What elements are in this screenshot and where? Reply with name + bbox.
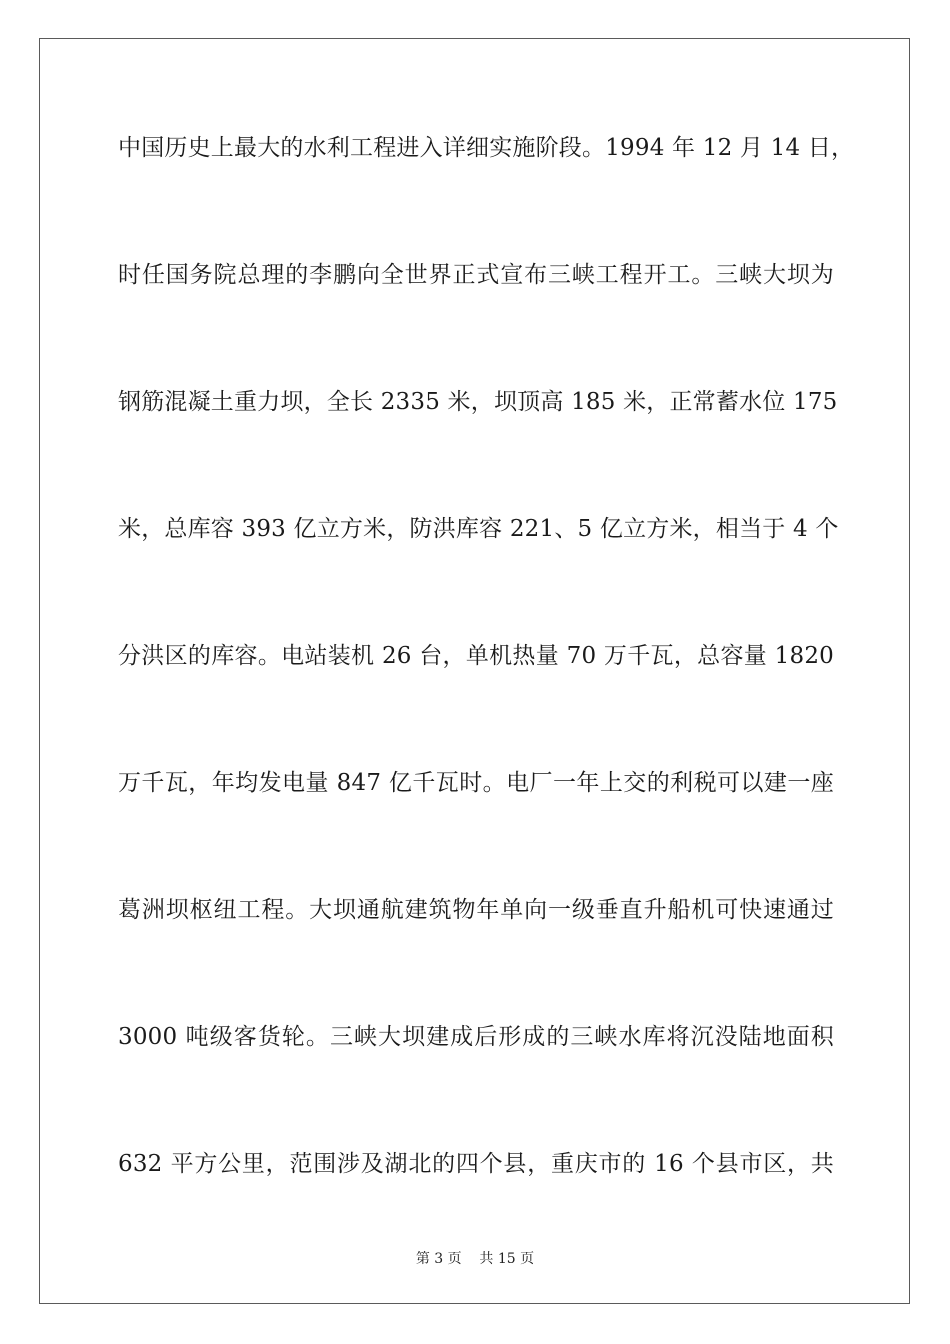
page-number-footer: 第 3 页 共 15 页	[415, 1251, 535, 1267]
text-line: 中国历史上最大的水利工程进入详细实施阶段。1994 年 12 月 14 日，	[118, 135, 855, 161]
text-line: 时任国务院总理的李鹏向全世界正式宣布三峡工程开工。三峡大坝为	[118, 262, 834, 288]
text-line: 分洪区的库容。电站装机 26 台，单机热量 70 万千瓦，总容量 1820	[118, 643, 834, 669]
text-line: 钢筋混凝土重力坝，全长 2335 米，坝顶高 185 米，正常蓄水位 175	[118, 389, 838, 415]
text-line: 3000 吨级客货轮。三峡大坝建成后形成的三峡水库将沉没陆地面积	[118, 1024, 834, 1050]
text-line: 葛洲坝枢纽工程。大坝通航建筑物年单向一级垂直升船机可快速通过	[118, 897, 834, 923]
document-body	[118, 128, 855, 1271]
text-line: 万千瓦，年均发电量 847 亿千瓦时。电厂一年上交的利税可以建一座	[118, 770, 834, 796]
text-line: 632 平方公里，范围涉及湖北的四个县，重庆市的 16 个县市区，共	[118, 1151, 834, 1177]
text-line: 米，总库容 393 亿立方米，防洪库容 221、5 亿立方米，相当于 4 个	[118, 516, 839, 542]
